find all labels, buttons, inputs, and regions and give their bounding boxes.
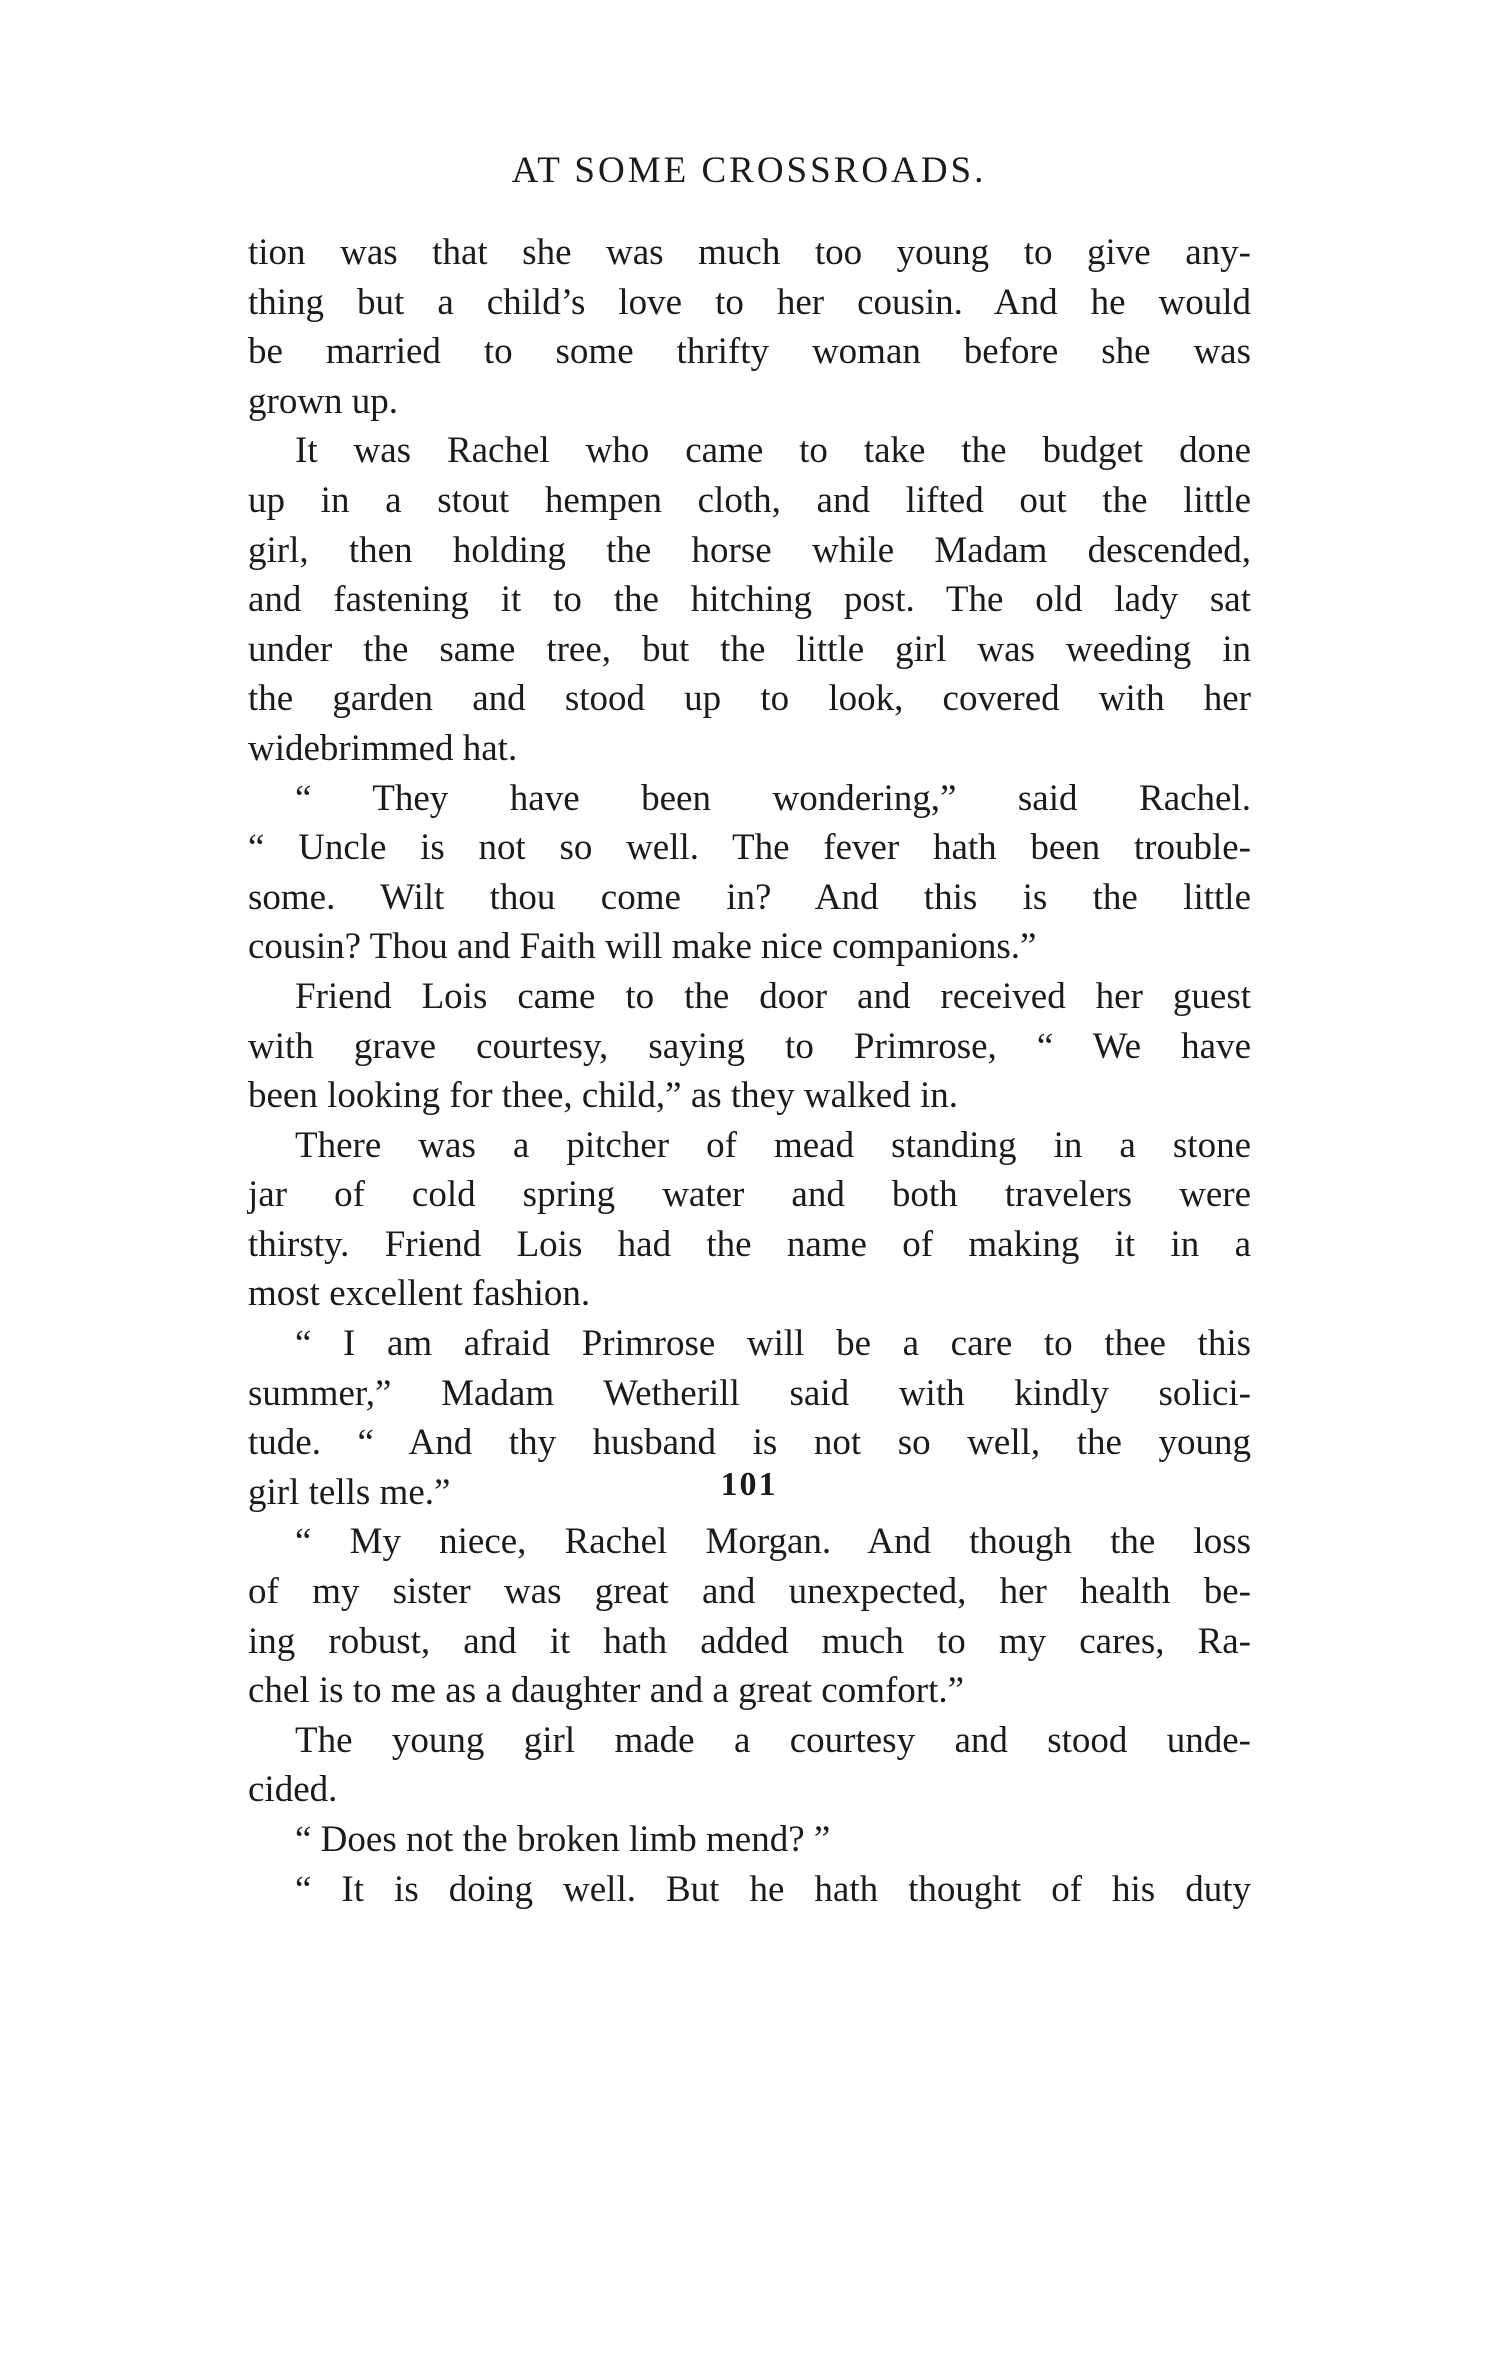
text-line: “ I am afraid Primrose will be a care to thee this <box>295 1323 1251 1365</box>
text-line: “ My niece, Rachel Morgan. And though the loss <box>295 1521 1251 1563</box>
text-line: jar of cold spring water and both travelers were <box>248 1174 1251 1216</box>
text-line: cousin? Thou and Faith will make nice companions.” <box>248 926 1037 968</box>
text-line: been looking for thee, child,” as they walked in. <box>248 1075 958 1117</box>
text-line: ing robust, and it hath added much to my cares, Ra- <box>248 1620 1251 1662</box>
text-line: Friend Lois came to the door and received her guest <box>295 975 1251 1017</box>
text-line: the garden and stood up to look, covered with her <box>248 678 1251 720</box>
text-line: widebrimmed hat. <box>248 727 518 769</box>
running-title: AT SOME CROSSROADS. <box>511 150 987 191</box>
text-line: of my sister was great and unexpected, her health be- <box>248 1571 1251 1613</box>
text-line: thing but a child’s love to her cousin. And he would <box>248 281 1251 323</box>
body-text <box>248 228 1251 1914</box>
text-line: chel is to me as a daughter and a great comfort.” <box>248 1670 965 1712</box>
text-line: The young girl made a courtesy and stood unde- <box>295 1719 1251 1761</box>
text-line: under the same tree, but the little girl was weeding in <box>248 628 1251 670</box>
text-line: thirsty. Friend Lois had the name of making it in a <box>248 1223 1251 1265</box>
text-line: “ Uncle is not so well. The fever hath been trouble- <box>248 827 1251 869</box>
text-line: “ It is doing well. But he hath thought of his duty <box>295 1868 1251 1910</box>
text-line: “ Does not the broken limb mend? ” <box>295 1819 831 1860</box>
text-line: girl, then holding the horse while Madam descended, <box>248 529 1251 571</box>
text-line: “ They have been wondering,” said Rachel. <box>295 777 1251 819</box>
text-line: summer,” Madam Wetherill said with kindly solici- <box>248 1372 1251 1414</box>
page-number: 101 <box>720 1466 778 1503</box>
text-line: tude. “ And thy husband is not so well, the young <box>248 1422 1251 1464</box>
text-line: most excellent fashion. <box>248 1273 591 1315</box>
text-line: grown up. <box>248 380 399 422</box>
text-line: cided. <box>248 1769 338 1811</box>
text-line: tion was that she was much too young to give any- <box>248 232 1251 273</box>
text-line: It was Rachel who came to take the budget done <box>295 430 1251 472</box>
text-line: There was a pitcher of mead standing in a stone <box>295 1124 1251 1166</box>
text-line: some. Wilt thou come in? And this is the little <box>248 876 1251 918</box>
text-line: up in a stout hempen cloth, and lifted out the little <box>248 479 1251 521</box>
text-line: with grave courtesy, saying to Primrose, “ We have <box>248 1025 1251 1067</box>
text-line: and fastening it to the hitching post. The old lady sat <box>248 579 1251 621</box>
text-line: be married to some thrifty woman before she was <box>248 331 1251 373</box>
text-line: girl tells me.” <box>248 1471 451 1513</box>
